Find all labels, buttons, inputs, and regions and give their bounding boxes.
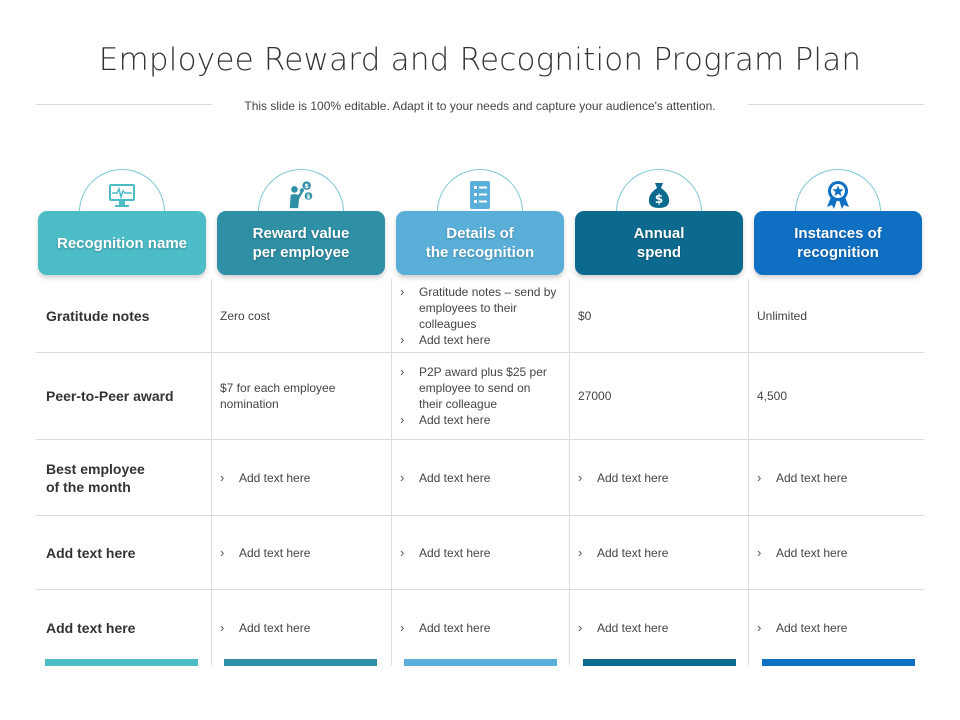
table-row — [36, 590, 924, 666]
details-bullet: › Add text here — [400, 332, 561, 348]
column-footer-bar — [762, 659, 915, 666]
annual-spend-cell — [569, 516, 748, 589]
instances-bullet: › Add text here — [757, 545, 847, 561]
page-subtitle: This slide is 100% editable. Adapt it to your needs and capture your audience's attention. — [244, 99, 716, 113]
annual-spend-cell — [569, 440, 748, 515]
instances-cell — [748, 516, 924, 589]
instances-cell — [748, 590, 924, 666]
page-title: Employee Reward and Recognition Program Plan — [98, 42, 862, 78]
spend-bullet: › Add text here — [578, 620, 668, 636]
reward-bullet: › Add text here — [220, 545, 310, 561]
annual-spend-cell: $0 — [578, 308, 592, 323]
instances-cell — [748, 440, 924, 515]
table-row — [36, 353, 924, 440]
reward-bullet: › Add text here — [220, 470, 310, 486]
reward-value-cell: $7 for each employee nomination — [220, 381, 336, 411]
row-label: Add text here — [46, 544, 136, 561]
column-header-details: Details of the recognition — [396, 211, 564, 275]
details-bullet: › Add text here — [400, 412, 553, 428]
monitor-pulse-icon — [107, 180, 137, 210]
details-cell — [391, 353, 569, 439]
column-footer-bar — [404, 659, 557, 666]
column-header-reward-value: Reward value per employee — [217, 211, 385, 275]
money-bag-icon — [644, 180, 674, 210]
reward-value-cell: Zero cost — [220, 308, 271, 323]
column-header-recognition-name: Recognition name — [38, 211, 206, 275]
column-header-instances: Instances of recognition — [754, 211, 922, 275]
column-footer-bar — [583, 659, 736, 666]
svg-text:$: $ — [304, 181, 309, 190]
checklist-icon — [465, 180, 495, 210]
reward-value-cell — [211, 440, 391, 515]
reward-value-cell — [211, 590, 391, 666]
column-footer-bar — [45, 659, 198, 666]
details-bullet: › P2P award plus $25 per employee to send on their colleague — [400, 364, 553, 412]
details-bullet: › Add text here — [400, 620, 490, 636]
award-badge-icon — [823, 180, 853, 210]
row-label: Add text here — [46, 620, 136, 636]
details-bullet: › Gratitude notes – send by employees to their colleagues — [400, 284, 561, 332]
annual-spend-cell: 27000 — [578, 389, 612, 403]
details-cell — [391, 590, 569, 666]
details-cell — [391, 279, 569, 352]
column-header-annual-spend: Annual spend — [575, 211, 743, 275]
row-label: Peer-to-Peer award — [46, 388, 174, 404]
row-label: Gratitude notes — [46, 307, 150, 324]
reward-value-cell — [211, 516, 391, 589]
reward-bullet: › Add text here — [220, 620, 310, 636]
details-bullet: › Add text here — [400, 545, 490, 561]
instances-bullet: › Add text here — [757, 620, 847, 636]
table-row — [36, 279, 924, 353]
instances-bullet: › Add text here — [757, 470, 847, 486]
svg-text:$: $ — [306, 193, 311, 201]
spend-bullet: › Add text here — [578, 545, 668, 561]
details-cell — [391, 516, 569, 589]
instances-cell: Unlimited — [757, 308, 808, 323]
table-row — [36, 440, 924, 516]
details-bullet: › Add text here — [400, 470, 490, 486]
svg-text:$: $ — [654, 192, 664, 206]
details-cell — [391, 440, 569, 515]
instances-cell: 4,500 — [757, 389, 788, 403]
spend-bullet: › Add text here — [578, 470, 668, 486]
table-row — [36, 516, 924, 590]
column-footer-bar — [224, 659, 377, 666]
row-label: Best employee of the month — [46, 460, 145, 495]
person-money-icon — [286, 180, 316, 210]
annual-spend-cell — [569, 590, 748, 666]
